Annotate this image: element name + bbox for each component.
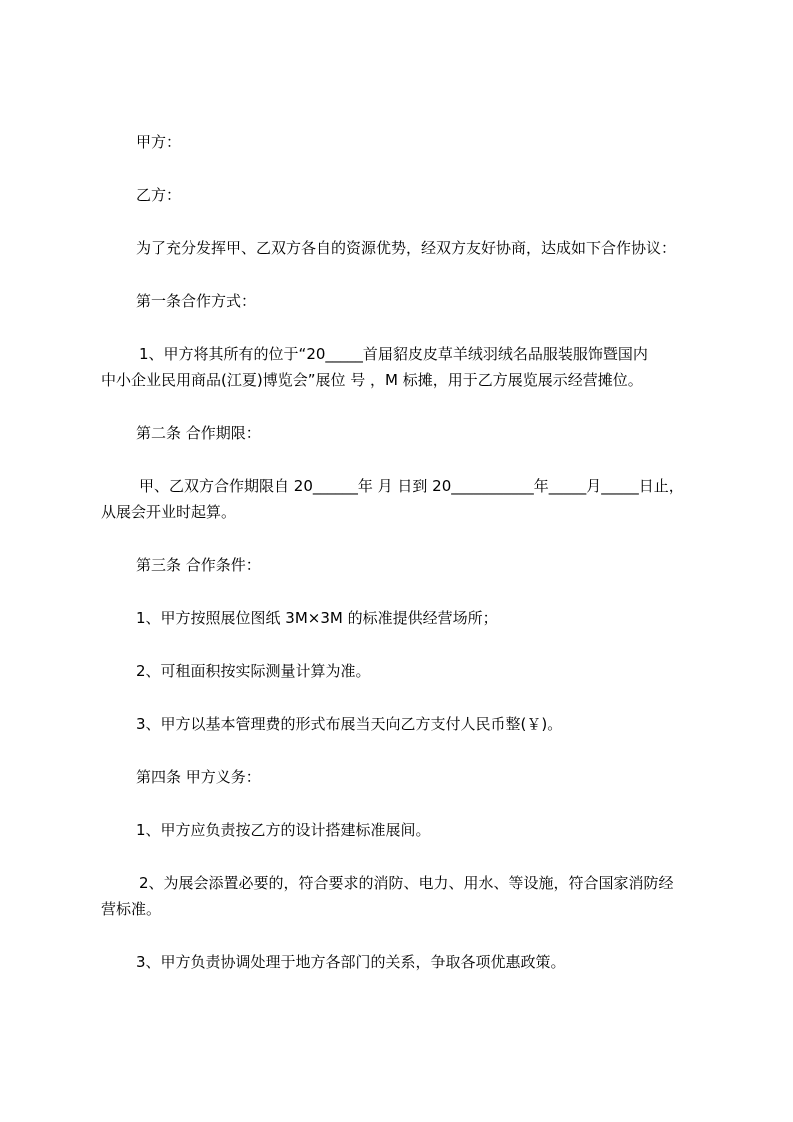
article1-item1 bbox=[101, 341, 721, 393]
article2-title: 第二条 合作期限： bbox=[136, 424, 261, 442]
article3-title: 第三条 合作条件： bbox=[136, 556, 261, 574]
article2-text bbox=[101, 473, 721, 525]
article4-item2-line2: 营标准。 bbox=[101, 900, 162, 918]
article4-item2-line1: 2、为展会添置必要的，符合要求的消防、电力、用水、等设施，符合国家消防经 bbox=[139, 874, 674, 892]
intro-paragraph: 为了充分发挥甲、乙双方各自的资源优势，经双方友好协商，达成如下合作协议： bbox=[136, 239, 677, 257]
article1-item1-line1: 1、甲方将其所有的位于“20_____首届貂皮皮草羊绒羽绒名品服装服饰暨国内 bbox=[139, 345, 648, 363]
article3-item1: 1、甲方按照展位图纸 3M×3M 的标准提供经营场所； bbox=[136, 609, 498, 627]
article3-item3: 3、甲方以基本管理费的形式布展当天向乙方支付人民币整(￥)。 bbox=[136, 715, 563, 733]
article2-text-line1: 甲、乙双方合作期限自 20______年 月 日到 20___________年_____月_____日止， bbox=[139, 477, 684, 495]
article4-item2 bbox=[101, 870, 721, 922]
party-a-label: 甲方： bbox=[136, 133, 182, 151]
article1-item1-line2: 中小企业民用商品(江夏)博览会”展位 号 ，M 标摊，用于乙方展览展示经营摊位。 bbox=[101, 371, 643, 389]
article3-item2: 2、可租面积按实际测量计算为准。 bbox=[136, 662, 371, 680]
article4-item3: 3、甲方负责协调处理于地方各部门的关系，争取各项优惠政策。 bbox=[136, 953, 566, 971]
article1-title: 第一条合作方式： bbox=[136, 292, 257, 310]
article4-item1: 1、甲方应负责按乙方的设计搭建标准展间。 bbox=[136, 821, 431, 839]
article2-text-line2: 从展会开业时起算。 bbox=[101, 503, 237, 521]
article4-title: 第四条 甲方义务： bbox=[136, 768, 261, 786]
party-b-label: 乙方： bbox=[136, 186, 182, 204]
